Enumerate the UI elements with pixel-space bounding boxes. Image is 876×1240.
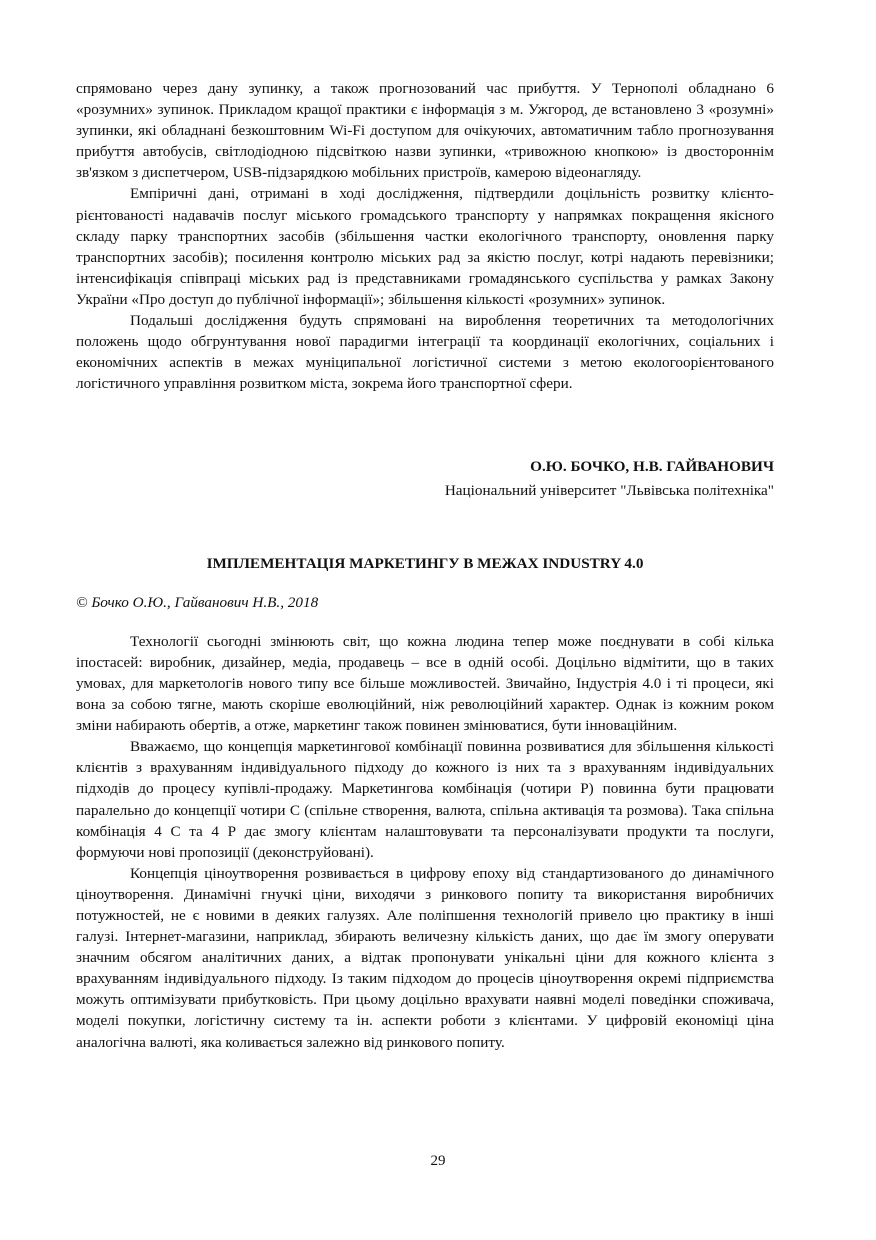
previous-article-paragraph: Подальші дослідження будуть спрямовані на вироблення теоретичних та методологічних положень щодо обгрунтування нової парадигми інтеграції та координації екологічних, соціальних і економічних аспектів в межах муніципальної логістичної системи з метою екологоорієнтованого логістичного управління розвитком міста, зокрема його транспортної сфери.	[76, 312, 774, 393]
article-paragraph: Концепція ціноутворення розвивається в цифрову епоху від стандартизованого до динамічного ціноутворення. Динамічні гнучкі ціни, виходячи з ринкового попиту та використання виробничих потужностей, не є новими в деяких галузях. Але поліпшення технологій привело цю практику в інші галузі. Інтернет-магазини, наприклад, збирають величезну кількість даних, що дає їм змогу оперувати значним обсягом аналітичних даних, а відтак пропонувати унікальні ціни для кожного клієнта з врахуванням індивідуального підходу. Із таким підходом до процесів ціноутворення окремі підприємства можуть оптимізувати прибутковість. При цьому доцільно врахувати наявні моделі поведінки споживача, моделі покупки, логістичну систему та ін. аспекти роботи з клієнтами. У цифровій економіці ціна аналогічна валюті, яка коливається залежно від ринкового попиту.	[76, 864, 774, 1051]
article-paragraph: Вважаємо, що концепція маркетингової комбінації повинна розвиватися для збільшення кількості клієнтів з врахуванням індивідуального підходу до кожного із них та з врахуванням індивідуальних підходів до процесу купівлі-продажу. Маркетингова комбінація (чотири Р) повинна бути працювати паралельно до концепції чотири С (спільне створення, валюта, спільна активація та розмова). Така спільна комбінація 4 С та 4 Р дає змогу клієнтам налаштовувати та персоналізувати продукти та послуги, формуючи нові пропозиції (деконструйовані).	[76, 738, 774, 861]
article-body	[76, 631, 774, 1053]
article-affiliation: Національний університет "Львівська політехніка"	[444, 481, 774, 499]
document-page	[76, 78, 774, 1053]
page-number: 29	[430, 1153, 446, 1169]
article-title: ІМПЛЕМЕНТАЦІЯ МАРКЕТИНГУ В МЕЖАХ INDUSTRY 4.0	[206, 554, 644, 572]
article-copyright: © Бочко О.Ю., Гайванович Н.В., 2018	[76, 593, 319, 611]
previous-article-paragraph: спрямовано через дану зупинку, а також прогнозований час прибуття. У Тернополі обладнано 6 «розумних» зупинок. Прикладом кращої практики є інформація з м. Ужгород, де встановлено 3 «розумні» зупинки, які обладнані безкоштовним Wi-Fi доступом для очікуючих, автоматичним табло прогнозування прибуття автобусів, світлодіодною підсвіткою назви зупинки, «тривожною кнопкою» із двостороннім зв'язком з диспетчером, USB-підзарядкою мобільних пристроїв, камерою відеонагляду.	[76, 80, 774, 182]
article-paragraph: Технології сьогодні змінюють світ, що кожна людина тепер може поєднувати в собі кілька іпостасей: виробник, дизайнер, медіа, продавець – все в одній особі. Доцільно відмітити, що в таких умовах, для маркетологів нового типу все більше можливостей. Звичайно, Індустрія 4.0 і ті процеси, які вона за собою тягне, мають скоріше еволюційний, ніж революційний характер. Однак із кожним роком зміни набирають обертів, а отже, маркетинг також повинен змінюватися, бути інноваційним.	[76, 632, 774, 735]
article-authors: О.Ю. БОЧКО, Н.В. ГАЙВАНОВИЧ	[530, 458, 774, 476]
previous-article-paragraph: Емпіричні дані, отримані в ході дослідження, підтвердили доцільність розвитку клієнто-рієнтованості надавачів послуг міського громадського транспорту у напрямках покращення якісного складу парку транспортних засобів (збільшення частки екологічного транспорту, оновлення парку транспортних засобів); посилення контролю міських рад за якістю послуг, котрі надають перевізники; інтенсифікація співпраці міських рад із представниками громадянського суспільства у рамках Закону України «Про доступ до публічної інформації»; збільшення кількості «розумних» зупинок.	[76, 185, 774, 308]
